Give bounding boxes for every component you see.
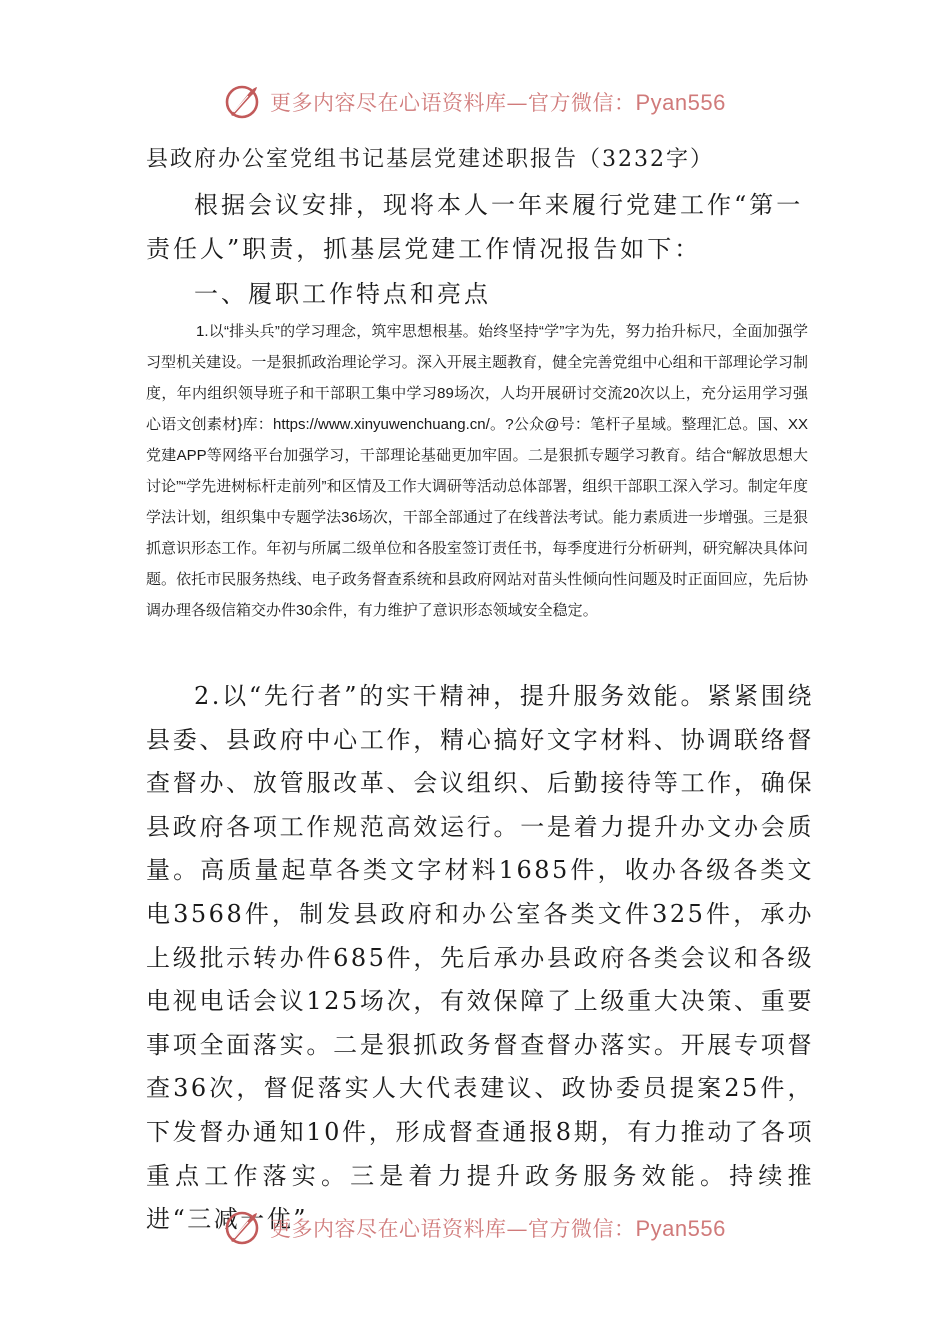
section-heading: 一、履职工作特点和亮点 [194,280,491,308]
watermark-text [270,1213,726,1243]
header-watermark [222,80,742,124]
watermark-handle: Pyan556 [635,1216,726,1241]
watermark-label: 更多内容尽在心语资料库—官方微信： [270,1217,636,1241]
document-title: 县政府办公室党组书记基层党建述职报告（3232字） [146,147,714,172]
watermark-handle: Pyan556 [635,90,726,115]
quill-pen-logo-icon [222,82,262,122]
footer-watermark [222,1206,742,1250]
intro-paragraph: 根据会议安排，现将本人一年来履行党建工作“第一责任人”职责，抓基层党建工作情况报告如下： [146,191,804,263]
body-paragraph-2: 2.以“先行者”的实干精神，提升服务效能。紧紧围绕县委、县政府中心工作，精心搞好文字材料、协调联络督查督办、放管服改革、会议组织、后勤接待等工作，确保县政府各项工作规范高效运行。一是着力提升办文办会质量。高质量起草各类文字材料1685件，收办各级各类文电3568件，制发县政府和办公室各类文件325件，承办上级批示转办件685件，先后承办县政府各类会议和各级电视电话会议125场次，有效保障了上级重大决策、重要事项全面落实。二是狠抓政务督查督办落实。开展专项督查36次，督促落实人大代表建议、政协委员提案25件，下发督办通知10件，形成督查通报8期，有力推动了各项重点工作落实。三是着力提升政务服务效能。持续推进“三减一优” [146,682,814,1234]
watermark-label: 更多内容尽在心语资料库—官方微信： [270,91,636,115]
quill-pen-logo-icon [222,1208,262,1248]
body-paragraph-1: 1.以“排头兵”的学习理念，筑牢思想根基。始终坚持“学”字为先，努力抬升标尺，全面加强学习型机关建设。一是狠抓政治理论学习。深入开展主题教育，健全完善党组中心组和干部理论学习制度，年内组织领导班子和干部职工集中学习89场次，人均开展研讨交流20次以上，充分运用学习强心语文创素材}库：https://www.xinyuwenchuang.cn/。?公众@号：笔杆子星域。整理汇总。国、XX党建APP等网络平台加强学习，干部理论基础更加牢固。二是狠抓专题学习教育。结合“解放思想大讨论”“学先进树标杆走前列”和区情及工作大调研等活动总体部署，组织干部职工深入学习。制定年度学法计划，组织集中专题学法36场次，干部全部通过了在线普法考试。能力素质进一步增强。三是狠抓意识形态工作。年初与所属二级单位和各股室签订责任书，每季度进行分析研判，研究解决具体问题。依托市民服务热线、电子政务督查系统和县政府网站对苗头性倾向性问题及时正面回应，先后协调办理各级信箱交办件30余件，有力维护了意识形态领域安全稳定。 [146,323,808,619]
watermark-text [270,87,726,117]
